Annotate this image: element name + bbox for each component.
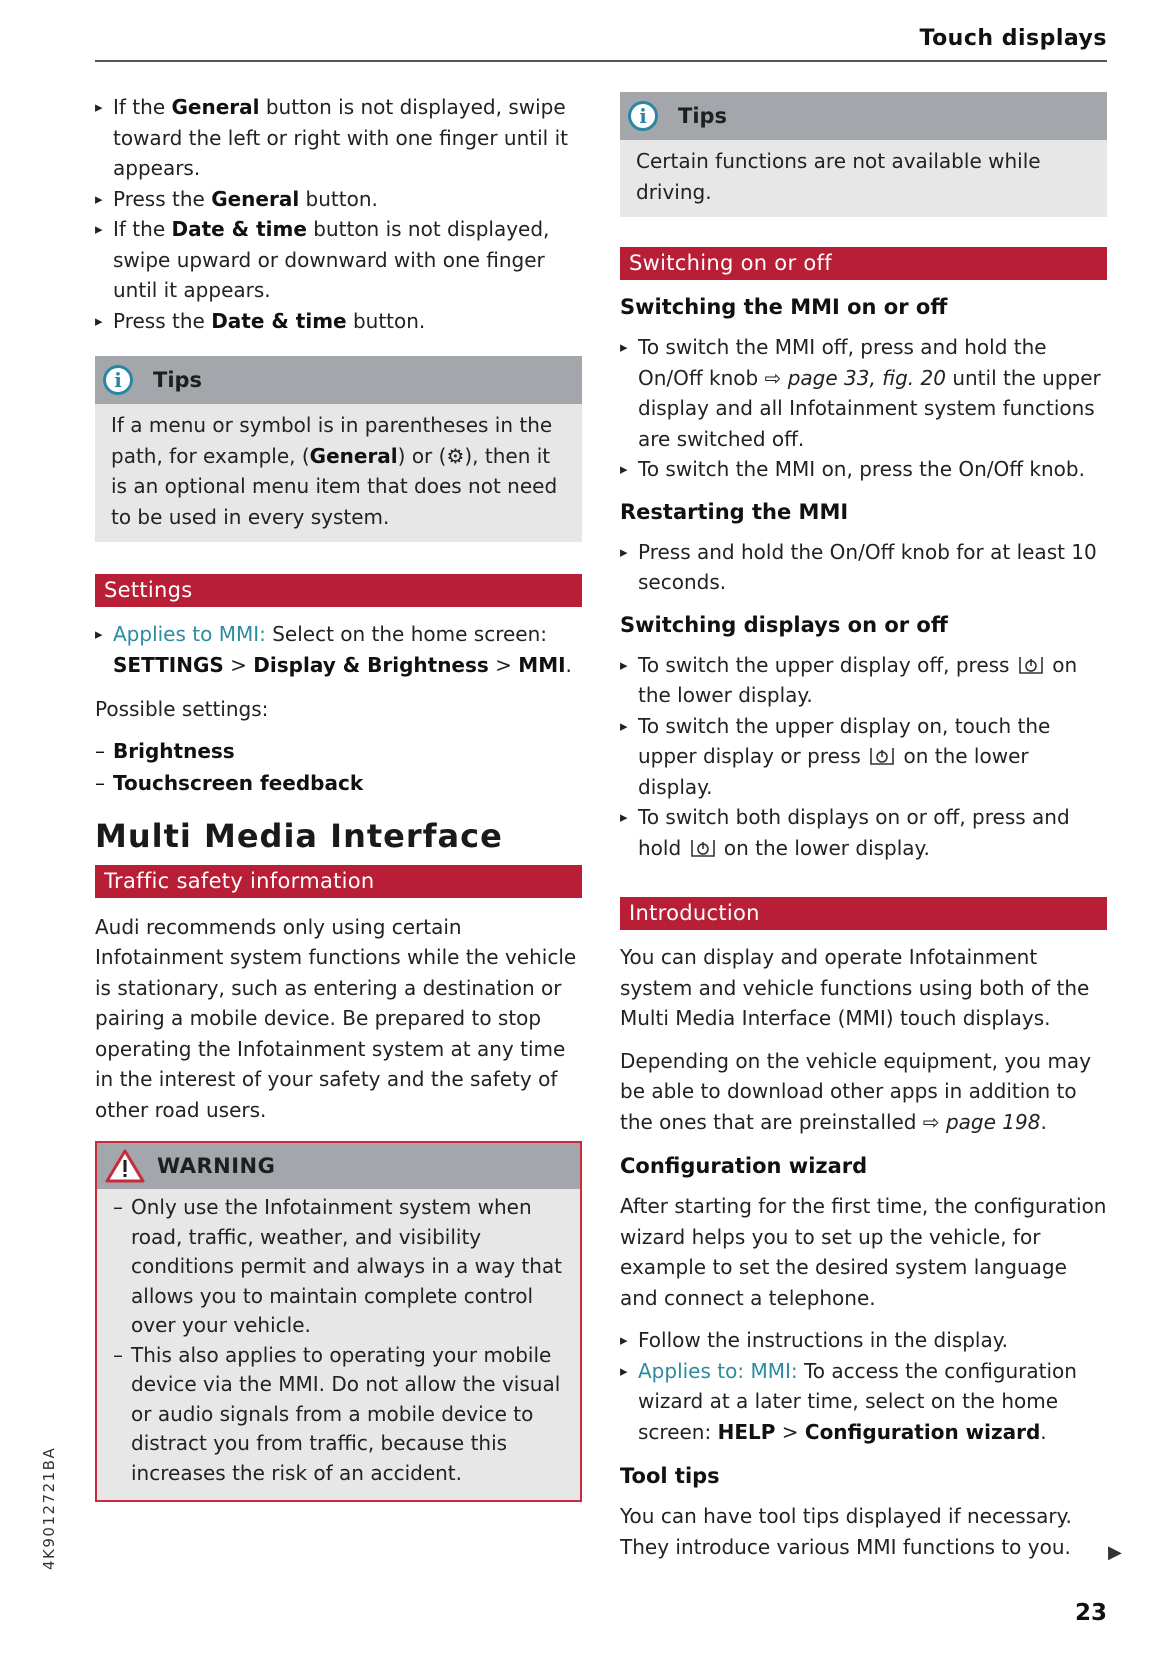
settings-path-step: ▸ Applies to MMI: Select on the home screen: SETTINGS > Display & Brightness > MMI. bbox=[95, 619, 582, 680]
intro-paragraph-1: You can display and operate Infotainment system and vehicle functions using both of the Multi Media Interface (MMI) touch displays. bbox=[620, 945, 1090, 1030]
tool-tips-text: You can have tool tips displayed if necessary. They introduce various MMI functions to you. bbox=[620, 1504, 1072, 1559]
step-item: ▸ To switch the upper display off, press on the lower display. bbox=[620, 650, 1107, 711]
power-button-icon bbox=[869, 746, 895, 766]
warning-triangle-icon bbox=[105, 1149, 145, 1183]
warning-body bbox=[97, 1189, 580, 1500]
displays-heading: Switching displays on or off bbox=[620, 612, 948, 637]
tips-header bbox=[95, 356, 582, 404]
config-wizard-heading: Configuration wizard bbox=[620, 1154, 868, 1178]
config-wizard-steps bbox=[620, 1325, 1107, 1447]
mmi-chapter-title: Multi Media Interface bbox=[95, 816, 503, 855]
right-column bbox=[620, 92, 1107, 1562]
option-brightness: – Brightness bbox=[95, 735, 582, 767]
tips-text: Certain functions are not available while driving. bbox=[636, 149, 1041, 204]
introduction-heading-bar: Introduction bbox=[620, 897, 1107, 930]
gear-icon: ⚙ bbox=[446, 443, 465, 468]
step-item: ▸ Applies to: MMI: To access the configuration wizard at a later time, select on the home screen: HELP > Configuration wizard. bbox=[620, 1356, 1107, 1448]
displays-steps bbox=[620, 650, 1107, 864]
intro-steps bbox=[95, 92, 582, 336]
warning-box bbox=[95, 1141, 582, 1502]
warning-item: – Only use the Infotainment system when road, traffic, weather, and visibility conditions permit and always in a way that allows you to maintain complete control over your vehicle. bbox=[113, 1193, 564, 1341]
step-item: ▸ To switch the upper display on, touch the upper display or press on the lower display. bbox=[620, 711, 1107, 803]
step-item: ▸ Press the Date & time button. bbox=[95, 306, 582, 337]
config-wizard-text: After starting for the first time, the configuration wizard helps you to set up the vehicle, for example to set the desired system language and connect a telephone. bbox=[620, 1194, 1107, 1310]
step-item: ▸ If the Date & time button is not displayed, swipe upward or downward with one finger until it appears. bbox=[95, 214, 582, 306]
tips-box-driving bbox=[620, 92, 1107, 217]
section-header-title: Touch displays bbox=[919, 26, 1107, 51]
page-reference: ⇨ page 33, fig. 20 bbox=[764, 365, 946, 390]
step-item: ▸ To switch both displays on or off, press and hold on the lower display. bbox=[620, 802, 1107, 863]
tips-label: Tips bbox=[153, 368, 203, 392]
option-touchscreen-feedback: – Touchscreen feedback bbox=[95, 767, 582, 799]
step-item: ▸ Press the General button. bbox=[95, 184, 582, 215]
tips-header bbox=[620, 92, 1107, 140]
traffic-safety-heading-bar: Traffic safety information bbox=[95, 865, 582, 898]
step-item: ▸ To switch the MMI on, press the On/Off knob. bbox=[620, 454, 1107, 485]
possible-settings-label: Possible settings: bbox=[95, 697, 269, 721]
applies-to-label: Applies to MMI: bbox=[113, 622, 266, 646]
tips-text: If a menu or symbol is in parentheses in the path, for example, (General) or (⚙), then it is an optional menu item that does not need to be used in every system. bbox=[111, 413, 558, 529]
settings-options-list bbox=[95, 735, 582, 799]
step-item: ▸ If the General button is not displayed, swipe toward the left or right with one finger until it appears. bbox=[95, 92, 582, 184]
info-icon: i bbox=[103, 365, 133, 395]
tool-tips-heading: Tool tips bbox=[620, 1464, 720, 1488]
warning-label: WARNING bbox=[157, 1154, 276, 1178]
info-icon: i bbox=[628, 101, 658, 131]
tips-label: Tips bbox=[678, 104, 728, 128]
document-code: 4K9012721BA bbox=[40, 1446, 58, 1570]
page-number: 23 bbox=[1074, 1600, 1107, 1626]
mmi-onoff-heading: Switching the MMI on or off bbox=[620, 295, 948, 319]
page-reference: ⇨ page 198 bbox=[922, 1109, 1041, 1134]
mmi-onoff-steps bbox=[620, 332, 1107, 485]
step-item: ▸ To switch the MMI off, press and hold the On/Off knob ⇨ page 33, fig. 20 until the upper display and all Infotainment system functions are switched off. bbox=[620, 332, 1107, 454]
continue-arrow-icon: ▶ bbox=[1108, 1542, 1122, 1563]
settings-steps bbox=[95, 619, 582, 680]
settings-heading-bar: Settings bbox=[95, 574, 582, 607]
power-button-icon bbox=[690, 838, 716, 858]
warning-header bbox=[97, 1143, 580, 1189]
applies-to-label: Applies to: MMI: bbox=[638, 1358, 798, 1383]
traffic-safety-text: Audi recommends only using certain Infotainment system functions while the vehicle is stationary, such as entering a destination or pairing a mobile device. Be prepared to stop operating the Infotainment system at any time in the interest of your safety and the safety of other road users. bbox=[95, 914, 577, 1122]
warning-item: – This also applies to operating your mobile device via the MMI. Do not allow the visual or audio signals from a mobile device to distract you from traffic, because this increases the risk of an accident. bbox=[113, 1341, 564, 1489]
step-item: ▸ Follow the instructions in the display. bbox=[620, 1325, 1107, 1356]
tips-box-parentheses bbox=[95, 356, 582, 542]
intro-paragraph-2: Depending on the vehicle equipment, you may be able to download other apps in addition to the ones that are preinstalled ⇨ page 198. bbox=[620, 1048, 1092, 1134]
restart-steps bbox=[620, 537, 1107, 598]
step-item: ▸ Press and hold the On/Off knob for at least 10 seconds. bbox=[620, 537, 1107, 598]
restart-heading: Restarting the MMI bbox=[620, 499, 849, 524]
switching-heading-bar: Switching on or off bbox=[620, 247, 1107, 280]
header-rule bbox=[95, 60, 1107, 62]
left-column bbox=[95, 92, 582, 1502]
warning-list bbox=[113, 1193, 564, 1488]
power-button-icon bbox=[1018, 655, 1044, 675]
